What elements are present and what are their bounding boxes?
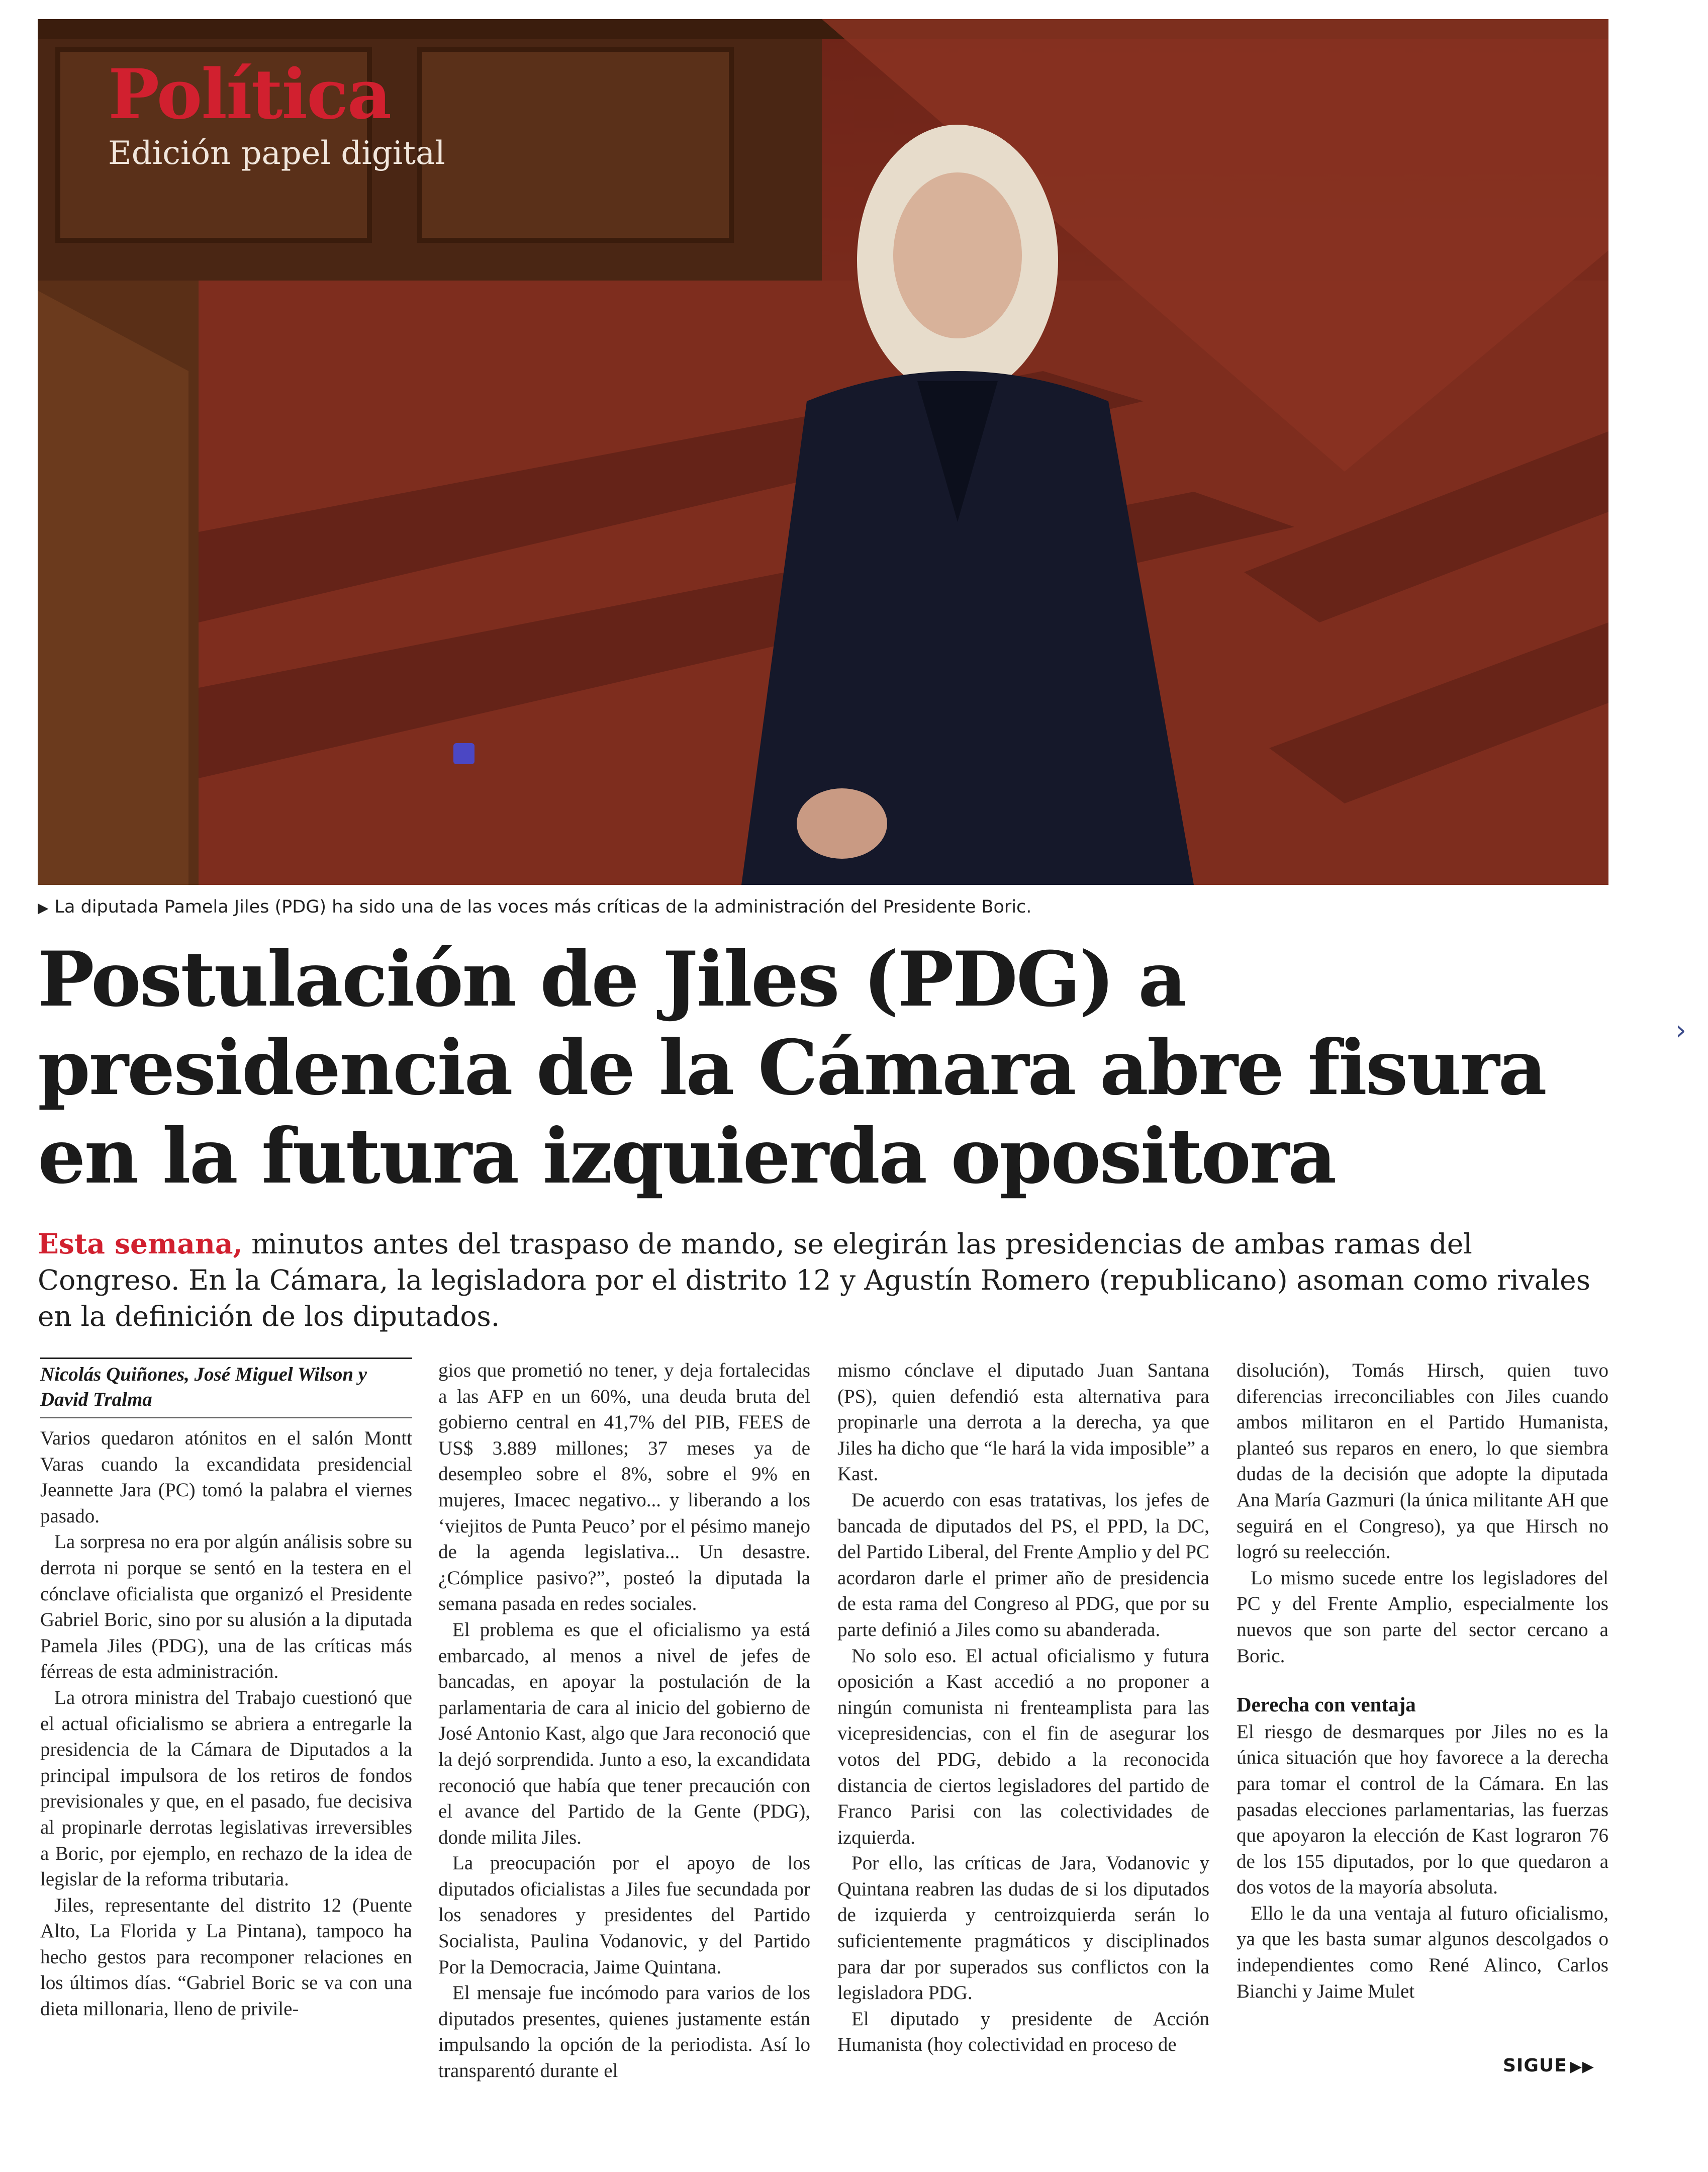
paragraph: mismo cónclave el diputado Juan Santana (PS), quien defendió esta alternativa para propinarle una derrota a la derecha, ya que Jiles ha dicho que “le hará la vida imposible” a Kast. <box>837 1360 1209 1485</box>
paragraph: La sorpresa no era por algún análisis sobre su derrota ni porque se sentó en la testera en el cónclave oficialista que organizó el Presidente Gabriel Boric, sino por su alusión a la diputada Pamela Jiles (PDG), una de las críticas más férreas de esta administración. <box>40 1531 412 1683</box>
triangle-right-icon: ▶ <box>38 899 49 916</box>
paragraph: La preocupación por el apoyo de los diputados oficialistas a Jiles fue secundada por los senadores y presidentes del Partido Socialista, Paulina Vodanovic, y del Partido Por la Democracia, Jaime Quintana. <box>438 1852 810 1978</box>
paragraph: El diputado y presidente de Acción Humanista (hoy colectividad en proceso de <box>837 2008 1209 2056</box>
article-column-2 <box>438 1358 810 2084</box>
article-column-4 <box>1237 1358 1608 2004</box>
section-title: Política <box>108 54 391 135</box>
article-column-3 <box>837 1358 1209 2058</box>
photo-badge-icon[interactable] <box>453 743 475 764</box>
lead-photo <box>38 19 1608 885</box>
paragraph: El problema es que el oficialismo ya está embarcado, al menos a nivel de jefes de bancadas, en apoyar la postulación de la parlamentaria de cara al inicio del gobierno de José Antonio Kast, algo que Jara reconoció que la dejó sorprendida. Junto a eso, la excandidata reconoció que había que tener precaución con el avance del Partido de la Gente (PDG), donde milita Jiles. <box>438 1618 810 1848</box>
paragraph: La otrora ministra del Trabajo cuestionó que el actual oficialismo se abriera a entregarle la presidencia de la Cámara de Diputados a la principal impulsora de los retiros de fondos previsionales y que, en el pasado, fue decisiva al propinarle derrotas legislativas irreversibles a Boric, por ejemplo, en rechazo de la idea de legislar de la reforma tributaria. <box>40 1686 412 1890</box>
subheading: Derecha con ventaja <box>1237 1693 1416 1716</box>
continue-link[interactable] <box>1503 2055 1594 2076</box>
caption-text: La diputada Pamela Jiles (PDG) ha sido una de las voces más críticas de la administración del Presidente Boric. <box>54 897 1032 917</box>
paragraph: No solo eso. El actual oficialismo y futura oposición a Kast accedió a no proponer a ningún comunista ni frenteamplista para las vicepresidencias, con el fin de asegurar los votos del PDG, debido a la reconocida distancia de ciertos legisladores del partido de Franco Parisi con las colectividades de izquierda. <box>837 1645 1209 1848</box>
lead-kicker: Esta semana, <box>38 1227 243 1260</box>
continue-label: SIGUE <box>1503 2055 1567 2076</box>
paragraph: El mensaje fue incómodo para varios de los diputados presentes, quienes justamente están impulsando la opción de la periodista. Así lo transparentó durante el <box>438 1982 810 2082</box>
paragraph: Ello le da una ventaja al futuro oficialismo, ya que les basta sumar algunos descolgados o independientes como René Alinco, Carlos Bianchi y Jaime Mulet <box>1237 1902 1608 2002</box>
headline: Postulación de Jiles (PDG) a presidencia de la Cámara abre fisura en la futura izquierda opositora <box>38 935 1546 1201</box>
chevron-right-icon[interactable]: › <box>1675 1014 1687 1047</box>
paragraph: Lo mismo sucede entre los legisladores del PC y del Frente Amplio, especialmente los nuevos que son parte del sector cercano a Boric. <box>1237 1567 1608 1667</box>
lead-paragraph <box>38 1226 1611 1334</box>
byline: Nicolás Quiñones, José Miguel Wilson y David Tralma <box>40 1358 412 1418</box>
paragraph: Por ello, las críticas de Jara, Vodanovic y Quintana reabren las dudas de si los diputados de izquierda y centroizquierda serán lo suficientemente pragmáticos y disciplinados para dar por superados sus conflictos con la legisladora PDG. <box>837 1852 1209 2004</box>
photo-caption <box>38 897 1608 917</box>
paragraph: El riesgo de desmarques por Jiles no es la única situación que hoy favorece a la derecha para tomar el control de la Cámara. En las pasadas elecciones parlamentarias, las fuerzas que apoyaron la elección de Kast lograron 76 de los 155 diputados, por lo que quedaron a dos votos de la mayoría absoluta. <box>1237 1721 1608 1898</box>
article-column-1 <box>40 1358 412 2022</box>
double-triangle-right-icon: ▶▶ <box>1570 2058 1594 2075</box>
paragraph: De acuerdo con esas tratativas, los jefes de bancada de diputados del PS, el PPD, la DC, del Partido Liberal, del Frente Amplio y del PC acordaron darle el primer año de presidencia de esta rama del Congreso al PDG, que por su parte definió a Jiles como su abanderada. <box>837 1489 1209 1641</box>
paragraph: Jiles, representante del distrito 12 (Puente Alto, La Florida y La Pintana), tampoco ha hecho gestos para recomponer relaciones en los últimos días. “Gabriel Boric se va con una dieta millonaria, lleno de privile- <box>40 1894 412 2020</box>
section-subtitle: Edición papel digital <box>108 135 445 172</box>
lead-text: minutos antes del traspaso de mando, se elegirán las presidencias de ambas ramas del Congreso. En la Cámara, la legisladora por el distrito 12 y Agustín Romero (republicano) asoman como rivales en la definición de los diputados. <box>38 1228 1590 1332</box>
paragraph: Varios quedaron atónitos en el salón Montt Varas cuando la excandidata presidencial Jeannette Jara (PC) tomó la palabra el viernes pasado. <box>40 1427 412 1527</box>
paragraph: disolución), Tomás Hirsch, quien tuvo diferencias irreconciliables con Jiles cuando ambos militaron en el Partido Humanista, planteó sus reparos en enero, lo que siembra dudas de la decisión que adopte la diputada Ana María Gazmuri (la única militante AH que seguirá en el Congreso), ya que Hirsch no logró su reelección. <box>1237 1360 1608 1563</box>
paragraph: gios que prometió no tener, y deja fortalecidas a las AFP en un 60%, una deuda bruta del gobierno central en 41,7% del PIB, FEES de US$ 3.889 millones; 37 meses ya de desempleo sobre el 8%, sobre el 9% en mujeres, Imacec negativo... y liberando a los ‘viejitos de Punta Peuco’ por el pésimo manejo de la agenda legislativa... Un desastre. ¿Cómplice pasivo?”, posteó la diputada la semana pasada en redes sociales. <box>438 1360 810 1615</box>
face-shape <box>893 172 1022 338</box>
